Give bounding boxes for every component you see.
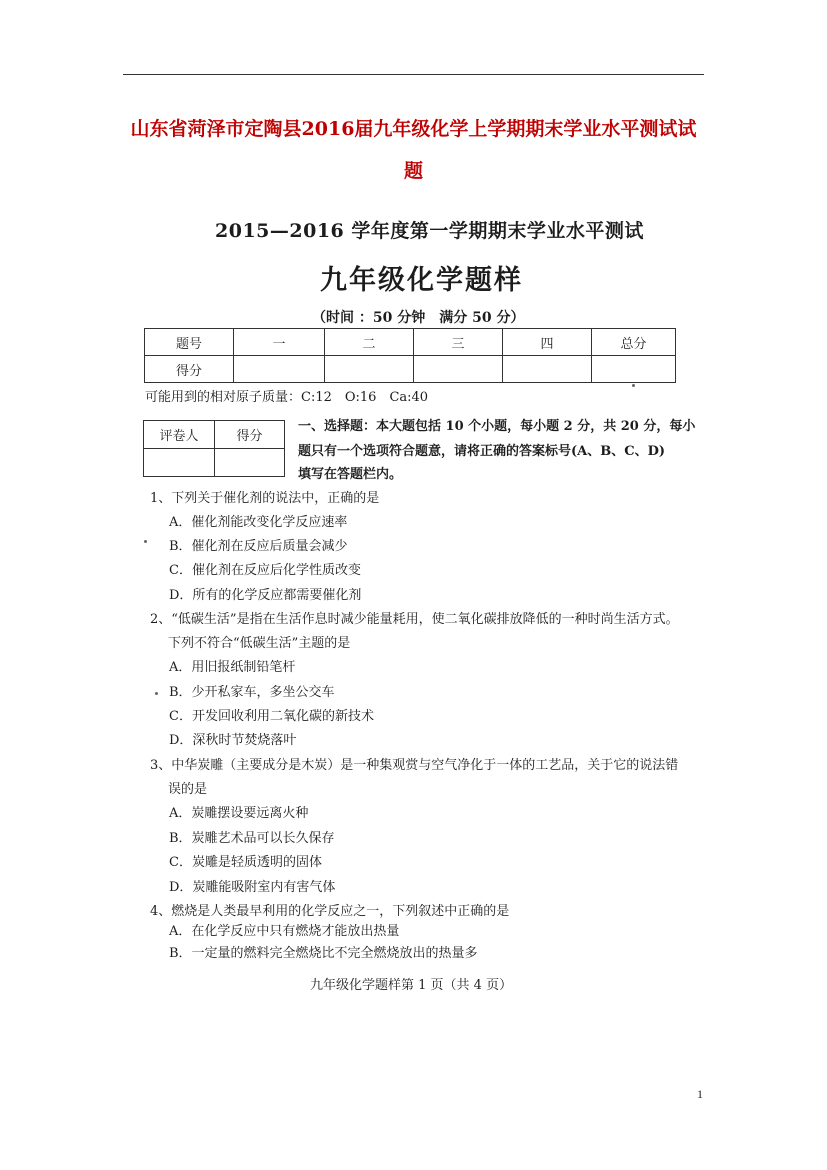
document-title-line1: 山东省菏泽市定陶县2016届九年级化学上学期期末学业水平测试试 <box>130 118 697 140</box>
question-option: A．催化剂能改变化学反应速率 <box>169 515 348 530</box>
grader-header-cell: 得分 <box>215 421 285 449</box>
question-option: B．炭雕艺术品可以长久保存 <box>169 831 335 846</box>
score-header-cell: 四 <box>503 329 592 356</box>
section-instructions-line3: 填写在答题栏内。 <box>298 467 403 482</box>
question-option: D．深秋时节焚烧落叶 <box>169 733 297 748</box>
section-instructions-line1: 一、选择题：本大题包括 10 个小题，每小题 2 分，共 20 分，每小 <box>298 419 696 434</box>
question-stem: 4、燃烧是人类最早利用的化学反应之一，下列叙述中正确的是 <box>150 904 510 919</box>
document-title-line2: 题 <box>403 160 423 182</box>
exam-title: 九年级化学题样 <box>320 265 523 296</box>
grader-cell <box>215 449 285 477</box>
question-stem-continuation: 下列不符合“低碳生活”主题的是 <box>168 636 351 651</box>
question-stem: 3、中华炭雕（主要成分是木炭）是一种集观赏与空气净化于一体的工艺品，关于它的说法错 <box>150 758 679 773</box>
exam-page-footer: 九年级化学题样第 1 页（共 4 页） <box>310 978 513 993</box>
grader-header-cell: 评卷人 <box>144 421 215 449</box>
score-header-cell: 二 <box>325 329 414 356</box>
question-option: D．炭雕能吸附室内有害气体 <box>169 880 336 895</box>
scan-speck <box>632 384 635 387</box>
grader-table <box>143 420 285 477</box>
question-option: C．催化剂在反应后化学性质改变 <box>169 563 361 578</box>
score-cell <box>592 356 676 383</box>
question-option: B．一定量的燃料完全燃烧比不完全燃烧放出的热量多 <box>169 946 478 961</box>
score-header-cell: 题号 <box>145 329 234 356</box>
atomic-masses-line: 可能用到的相对原子质量：C:12 O:16 Ca:40 <box>145 390 429 405</box>
score-cell <box>503 356 592 383</box>
score-cell <box>234 356 325 383</box>
score-header-cell: 总分 <box>592 329 676 356</box>
section-instructions-line2: 题只有一个选项符合题意，请将正确的答案标号(A、B、C、D) <box>298 444 665 459</box>
grader-header-row <box>144 421 285 449</box>
question-stem-continuation: 误的是 <box>168 782 208 797</box>
score-cell <box>414 356 503 383</box>
score-header-cell: 三 <box>414 329 503 356</box>
question-option: A．在化学反应中只有燃烧才能放出热量 <box>169 924 400 939</box>
page-number: 1 <box>697 1087 703 1101</box>
score-table-score-row <box>145 356 676 383</box>
question-option: B．少开私家车，多坐公交车 <box>169 685 335 700</box>
score-cell <box>325 356 414 383</box>
question-option: A．用旧报纸制铅笔杆 <box>169 660 296 675</box>
question-option: C．炭雕是轻质透明的固体 <box>169 855 322 870</box>
score-table <box>144 328 676 383</box>
question-option: D．所有的化学反应都需要催化剂 <box>169 588 362 603</box>
exam-time-line: （时间 ：50 分钟 满分 50 分） <box>312 310 525 326</box>
exam-subtitle: 2015—2016 学年度第一学期期末学业水平测试 <box>215 220 644 242</box>
question-stem: 2、“低碳生活”是指在生活作息时减少能量耗用，使二氧化碳排放降低的一种时尚生活方式。 <box>150 612 679 627</box>
score-table-header-row <box>145 329 676 356</box>
score-header-cell: 一 <box>234 329 325 356</box>
question-stem: 1、下列关于催化剂的说法中，正确的是 <box>150 491 380 506</box>
score-row-label: 得分 <box>145 356 234 383</box>
grader-blank-row <box>144 449 285 477</box>
scan-speck <box>144 540 147 543</box>
grader-cell <box>144 449 215 477</box>
question-option: C．开发回收利用二氧化碳的新技术 <box>169 709 374 724</box>
question-option: B．催化剂在反应后质量会减少 <box>169 539 348 554</box>
question-option: A．炭雕摆设要远离火种 <box>169 806 309 821</box>
scan-speck <box>155 692 158 695</box>
